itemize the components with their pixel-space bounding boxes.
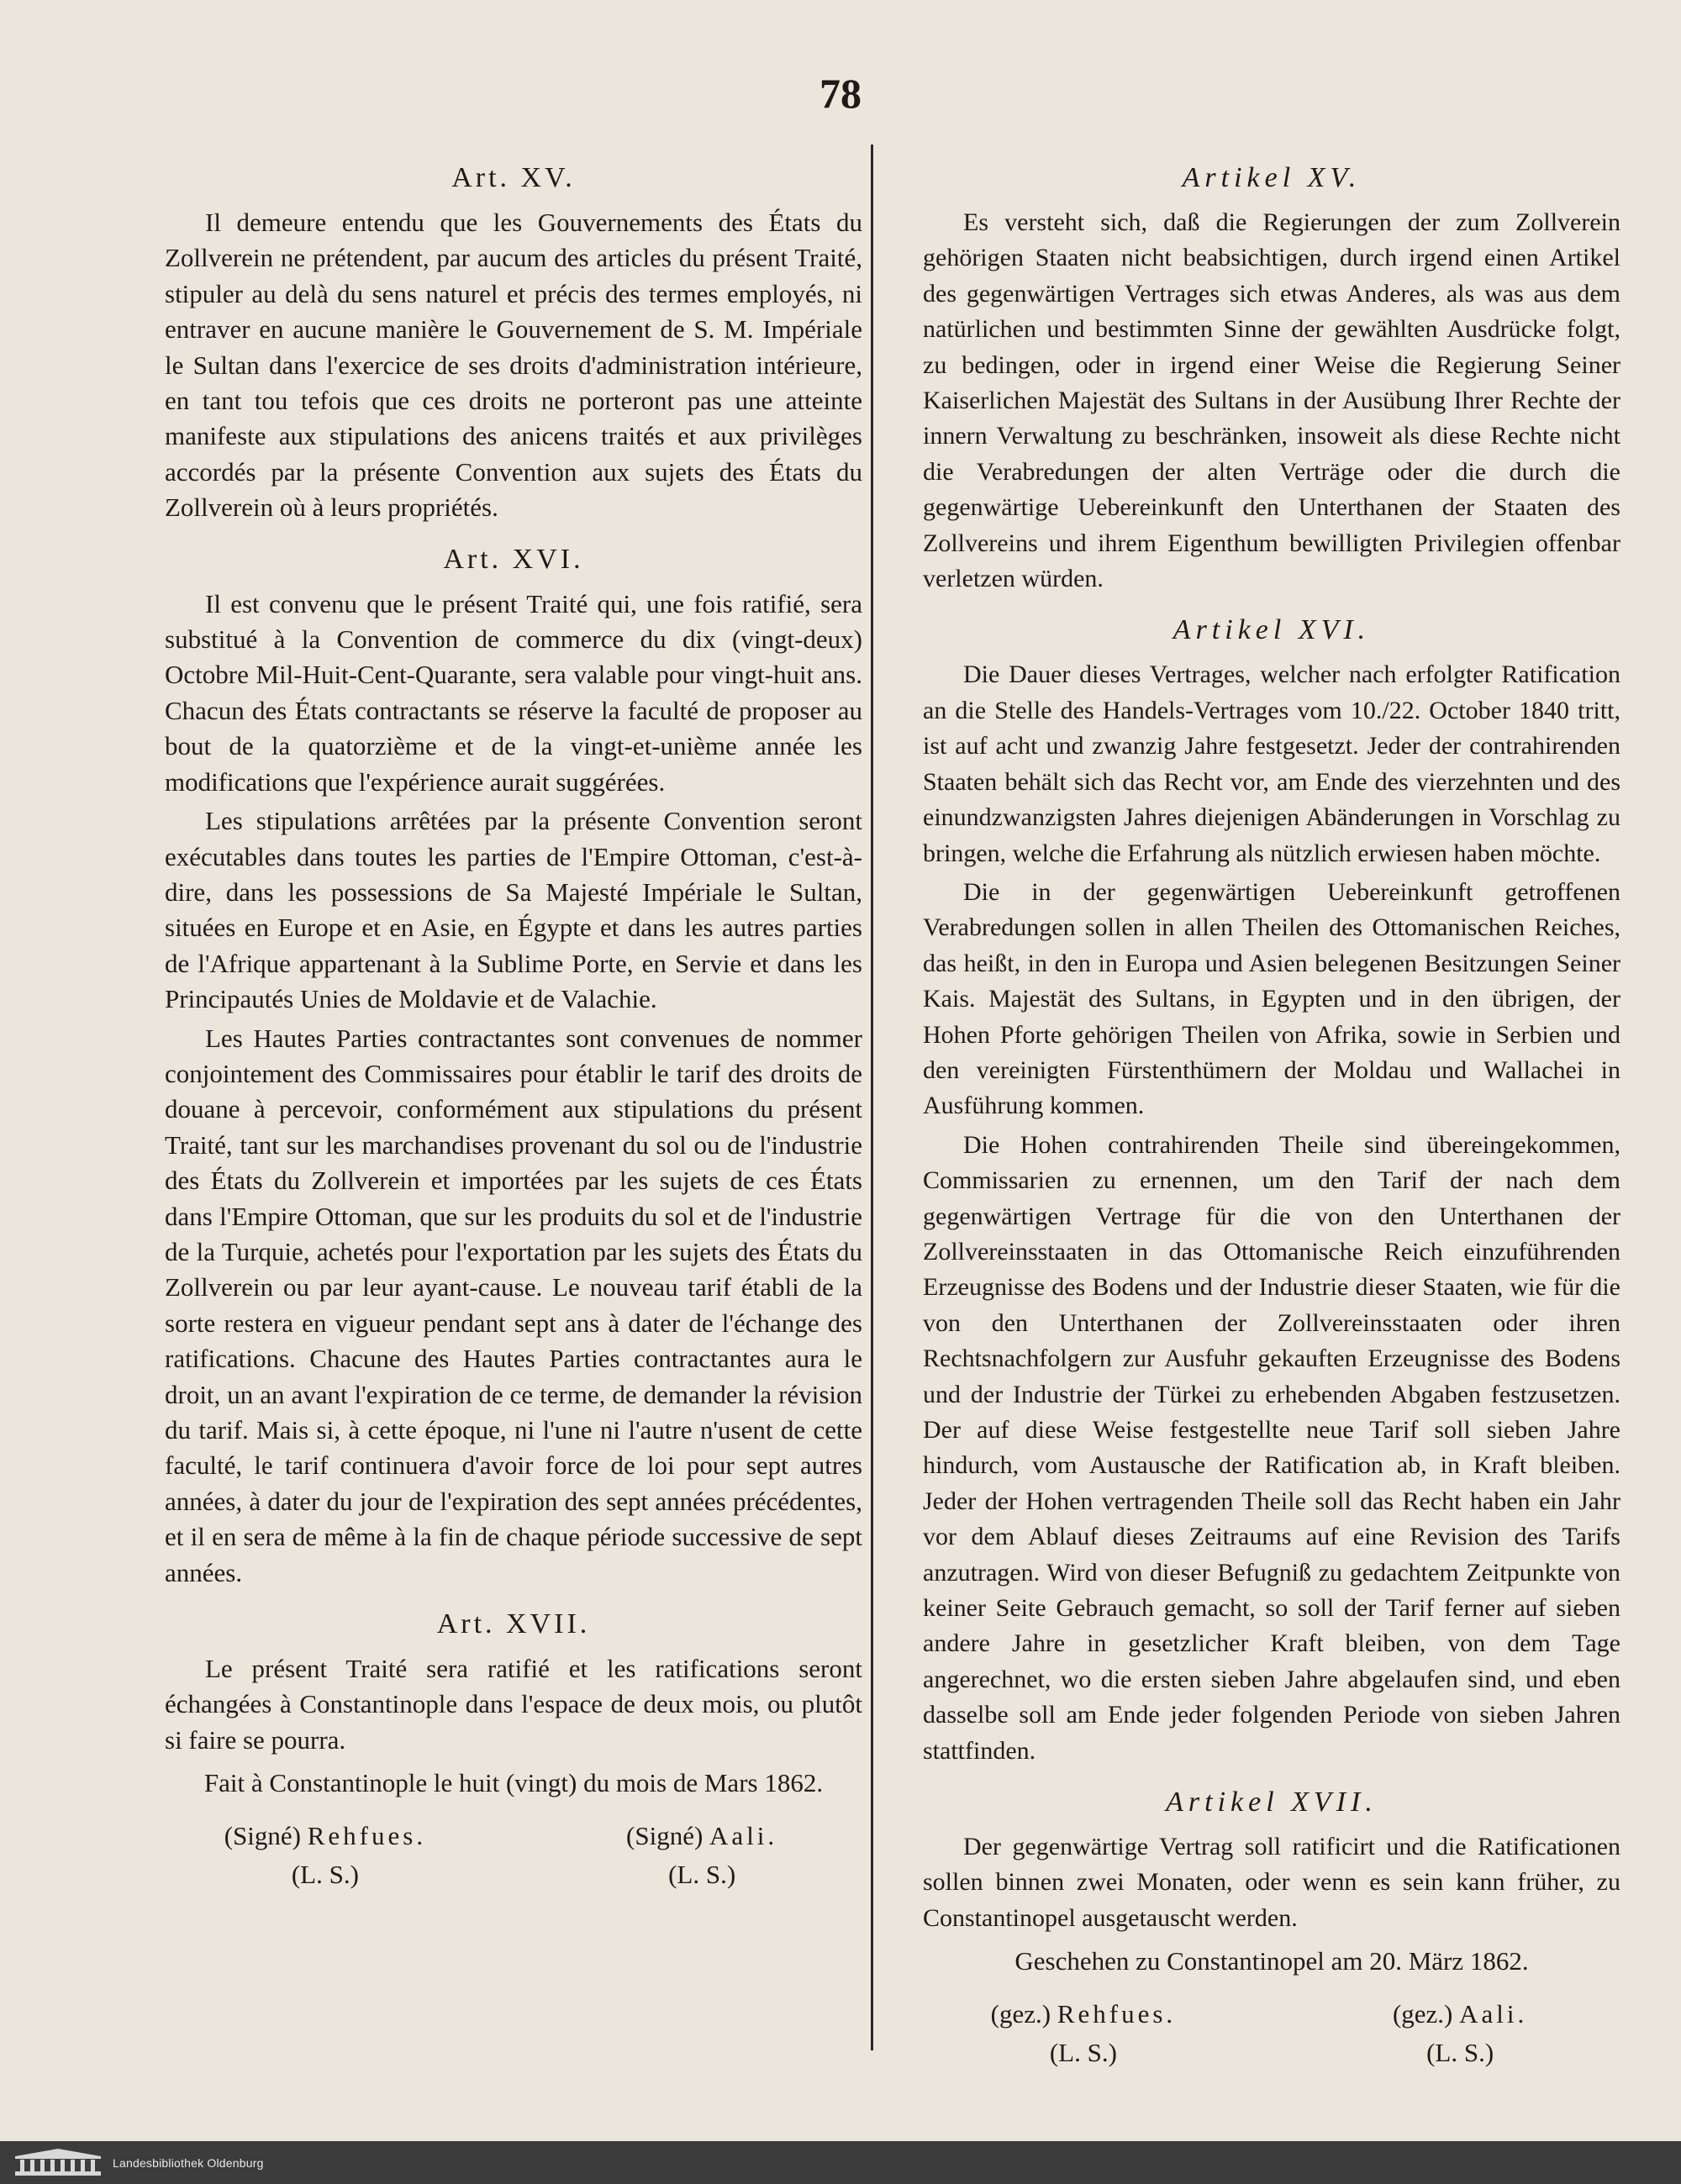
german-art15-heading: Artikel XV. (1182, 162, 1362, 193)
french-art15-heading: Art. XV. (451, 162, 576, 193)
german-signatures (923, 1995, 1620, 2072)
french-art16-paragraph-1: Il est convenu que le présent Traité qui, une fois ratifié, sera substitué à la Convention de commerce du dix (vingt-deux) Octobre Mil-Huit-Cent-Quarante, sera valable pour vingt-huit ans. Chacun des États contractants se réserve la faculté de proposer au bout de la quatorzième et de la vingt-et-unième année les modifications que l'expérience aurait suggérées. (165, 588, 862, 797)
german-art16-paragraph-2: Die in der gegenwärtigen Uebereinkunft getroffenen Verabredungen sollen in allen Theilen des Ottomanischen Reiches, das heißt, in den in Europa und Asien belegenen Besitzungen Seiner Kais. Majestät des Sultans, in Egypten und in den übrigen, der Hohen Pforte gehörigen Theilen von Afrika, sowie in Serbien und den vereinigten Fürstenthümern der Moldau und Wallachei in Ausführung kommen. (923, 877, 1620, 1120)
column-divider (871, 145, 873, 2050)
german-art17-heading: Artikel XVII. (1166, 1787, 1378, 1818)
french-art16-paragraph-3: Les Hautes Parties contractantes sont convenues de nommer conjointement des Commissaires pour établir le tarif des droits de douane à percevoir, conformément aux stipulations du présent Traité, tant sur les marchandises provenant du sol ou de l'industrie des États du Zollverein et importées par les sujets de ces États dans l'Empire Ottoman, que sur les produits du sol et de l'industrie de la Turquie, achetés pour l'exportation par les sujets des États du Zollverein ou par leur ayant-cause. Le nouveau tarif établi de la sorte restera en vigueur pendant sept ans à dater de l'échange des ratifications. Chacune des Hautes Parties contractantes aura le droit, un an avant l'expiration de ce terme, de demander la révision du tarif. Mais si, à cette époque, ni l'une ni l'autre n'usent de cette faculté, le tarif continuera d'avoir force de loi pour sept autres années, à dater du jour de l'expiration des sept années précédentes, et il en sera de même à la fin de chaque période successive de sept années. (165, 1023, 862, 1587)
seal-mark: (L. S.) (291, 1860, 359, 1890)
seal-mark: (L. S.) (668, 1860, 736, 1890)
signature-name: Aali. (709, 1821, 778, 1851)
german-place-date: Geschehen zu Constantinopel am 20. März 1862. (1014, 1946, 1529, 1976)
german-art16-heading: Artikel XVI. (1172, 614, 1371, 646)
library-footer-bar (0, 2141, 1681, 2184)
german-signature-1 (923, 1995, 1244, 2072)
german-signature-2 (1299, 1995, 1620, 2072)
french-art15-paragraph: Il demeure entendu que les Gouvernements des États du Zollverein ne prétendent, par aucum des articles du présent Traité, stipuler au delà du sens naturel et précis des termes employés, ni entraver en aucune manière le Gouvernement de S. M. Impériale le Sultan dans l'exercice de ses droits d'administration intérieure, en tant tou tefois que ces droits ne porteront pas une atteinte manifeste aux stipulations des anicens traités et aux privilèges accordés par la présente Convention aux sujets des États du Zollverein où à leurs propriétés. (165, 208, 862, 523)
page-number: 78 (819, 70, 862, 117)
french-column (165, 145, 862, 1894)
signature-prefix: (Signé) (626, 1821, 703, 1851)
german-art16-paragraph-3: Die Hohen contrahirenden Theile sind übereingekommen, Commissarien zu ernennen, um den Tarif der nach dem gegenwärtigen Vertrage für die von den Unterthanen der Zollvereinsstaaten in das Ottomanische Reich einzuführenden Erzeugnisse des Bodens und der Industrie dieser Staaten, wie für die von den Unterthanen der Zollvereinsstaaten oder ihren Rechtsnachfolgern zur Ausfuhr gekauften Erzeugnisse des Bodens und der Industrie der Türkei zu erhebenden Abgaben festzusetzen. Der auf diese Weise festgestellte neue Tarif soll sieben Jahre hindurch, vom Austausche der Ratification ab, in Kraft bleiben. Jeder der Hohen vertragenden Theile soll das Recht haben ein Jahr vor dem Ablauf dieses Zeitraums auf eine Revision des Tarifs anzutragen. Wird von dieser Befugniß zu gedachtem Zeitpunkte von keiner Seite Gebrauch gemacht, so soll der Tarif ferner auf sieben andere Jahre in gesetzlicher Kraft bleiben, von dem Tage angerechnet, wo die ersten sieben Jahre abgelaufen sind, und eben dasselbe soll am Ende jeder folgenden Periode von sieben Jahren stattfinden. (923, 1130, 1620, 1765)
signature-prefix: (gez.) (990, 1999, 1051, 2029)
french-place-date: Fait à Constantinople le huit (vingt) du mois de Mars 1862. (203, 1768, 824, 1798)
library-name: Landesbibliothek Oldenburg (113, 2155, 264, 2170)
french-art17-paragraph: Le présent Traité sera ratifié et les ratifications seront échangées à Constantinople dans l'espace de deux mois, ou plutôt si faire se pourra. (165, 1654, 862, 1755)
signature-prefix: (gez.) (1392, 1999, 1453, 2029)
signature-name: Rehfues. (307, 1821, 427, 1851)
signature-prefix: (Signé) (224, 1821, 301, 1851)
french-art17-heading: Art. XVII. (436, 1608, 591, 1640)
seal-mark: (L. S.) (1049, 2038, 1117, 2068)
french-art16-paragraph-2: Les stipulations arrêtées par la présente Convention seront exécutables dans toutes les parties de l'Empire Ottoman, c'est-à-dire, dans les possessions de Sa Majesté Impériale le Sultan, situées en Europe et en Asie, en Égypte et dans les autres parties de l'Afrique appartenant à la Sublime Porte, en Servie et dans les Principautés Unies de Moldavie et de Valachie. (165, 806, 862, 1014)
library-building-icon (12, 2146, 104, 2180)
german-art15-paragraph: Es versteht sich, daß die Regierungen der zum Zollverein gehörigen Staaten nicht beabsichtigen, durch irgend einen Artikel des gegenwärtigen Vertrages sich etwas Anderes, als was aus dem natürlichen und bestimmten Sinne der gewählten Ausdrücke folgt, zu bedingen, oder in irgend einer Weise die Regierung Seiner Kaiserlichen Majestät des Sultans in der Ausübung Ihrer Rechte der innern Verwaltung zu beschränken, insoweit als diese Rechte nicht die Verabredungen der alten Verträge oder die durch die gegenwärtige Uebereinkunft den Unterthanen der Staaten des Zollvereins und ihrem Eigenthum bewilligten Privilegien offenbar verletzen würden. (923, 208, 1620, 593)
french-signatures (165, 1817, 862, 1894)
signature-name: Rehfues. (1057, 1999, 1177, 2029)
french-signature-2 (541, 1817, 862, 1894)
french-signature-1 (165, 1817, 486, 1894)
german-art17-paragraph: Der gegenwärtige Vertrag soll ratificirt und die Ratificationen sollen binnen zwei Monaten, oder wenn es sein kann früher, zu Constantinopel ausgetauscht werden. (923, 1833, 1620, 1932)
german-art16-paragraph-1: Die Dauer dieses Vertrages, welcher nach erfolgter Ratification an die Stelle des Handels-Vertrages vom 10./22. October 1840 tritt, ist auf acht und zwanzig Jahre festgesetzt. Jeder der contrahirenden Staaten behält sich das Recht vor, am Ende des vierzehnten und des einundzwanzigsten Jahres diejenigen Abänderungen in Vorschlag zu bringen, welche die Erfahrung als nützlich erwiesen haben möchte. (923, 660, 1620, 867)
signature-name: Aali. (1459, 1999, 1528, 2029)
german-column (923, 145, 1620, 2072)
french-art16-heading: Art. XVI. (443, 543, 584, 575)
seal-mark: (L. S.) (1426, 2038, 1494, 2068)
